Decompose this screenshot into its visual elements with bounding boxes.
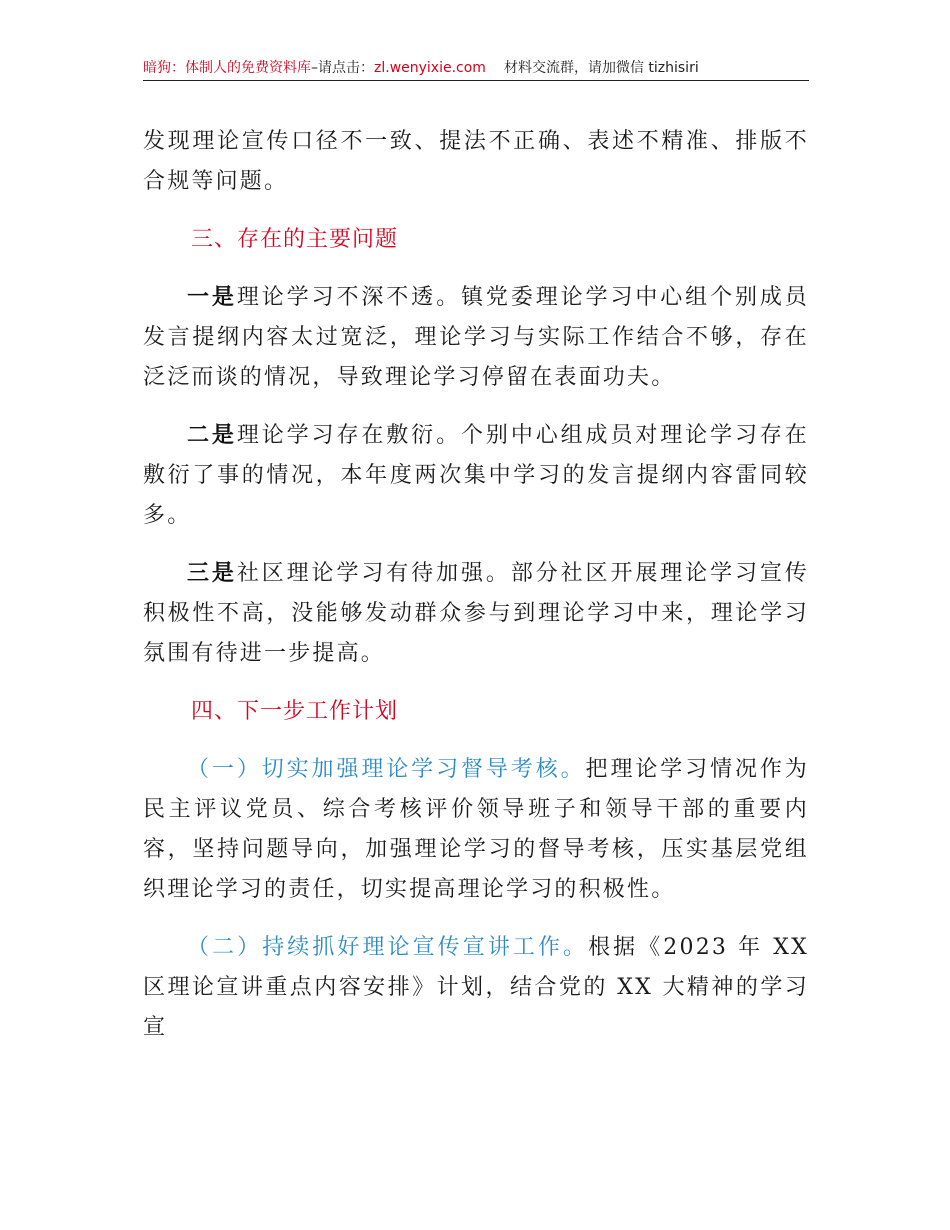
- plan-item-1-text: 把理论学习情况作为民主评议党员、综合考核评价领导班子和领导干部的重要内容，坚持问题导向，加强理论学习的督导考核，压实基层党组织理论学习的责任，切实提高理论学习的积极性。: [143, 757, 809, 902]
- plan-item-2: [143, 928, 809, 1048]
- issue-item-3: [143, 554, 809, 674]
- section-heading-issues: 三、存在的主要问题: [191, 227, 399, 252]
- issue-item-1-lead: 一是: [187, 285, 237, 310]
- plan-item-2-lead: （二）持续抓好理论宣传宣讲工作。: [187, 935, 589, 960]
- section-heading-plan: 四、下一步工作计划: [191, 699, 399, 724]
- plan-item-2-text: 根据《2023 年 XX 区理论宣讲重点内容安排》计划，结合党的 XX 大精神的学习宣: [143, 935, 810, 1040]
- document-body: [143, 122, 809, 1066]
- issue-item-2-lead: 二是: [187, 423, 237, 448]
- plan-item-1-lead: （一）切实加强理论学习督导考核。: [187, 757, 586, 782]
- page-header: [143, 58, 809, 81]
- header-contact: 材料交流群，请加微信 tizhisiri: [503, 60, 699, 76]
- issue-item-1-text: 理论学习不深不透。镇党委理论学习中心组个别成员发言提纲内容太过宽泛，理论学习与实际工作结合不够，存在泛泛而谈的情况，导致理论学习停留在表面功夫。: [143, 285, 809, 390]
- issue-item-2-text: 理论学习存在敷衍。个别中心组成员对理论学习存在敷衍了事的情况，本年度两次集中学习的发言提纲内容雷同较多。: [143, 423, 809, 528]
- header-link-prefix: –请点击：: [311, 60, 374, 76]
- paragraph-continuation: 发现理论宣传口径不一致、提法不正确、表述不精准、排版不合规等问题。: [143, 129, 809, 194]
- header-link[interactable]: zl.wenyixie.com: [374, 60, 486, 76]
- issue-item-1: [143, 278, 809, 398]
- header-site-title: 暗狗：体制人的免费资料库: [143, 60, 311, 76]
- issue-item-3-text: 社区理论学习有待加强。部分社区开展理论学习宣传积极性不高，没能够发动群众参与到理论学习中来，理论学习氛围有待进一步提高。: [143, 561, 809, 666]
- issue-item-3-lead: 三是: [187, 561, 237, 586]
- issue-item-2: [143, 416, 809, 536]
- plan-item-1: [143, 750, 809, 910]
